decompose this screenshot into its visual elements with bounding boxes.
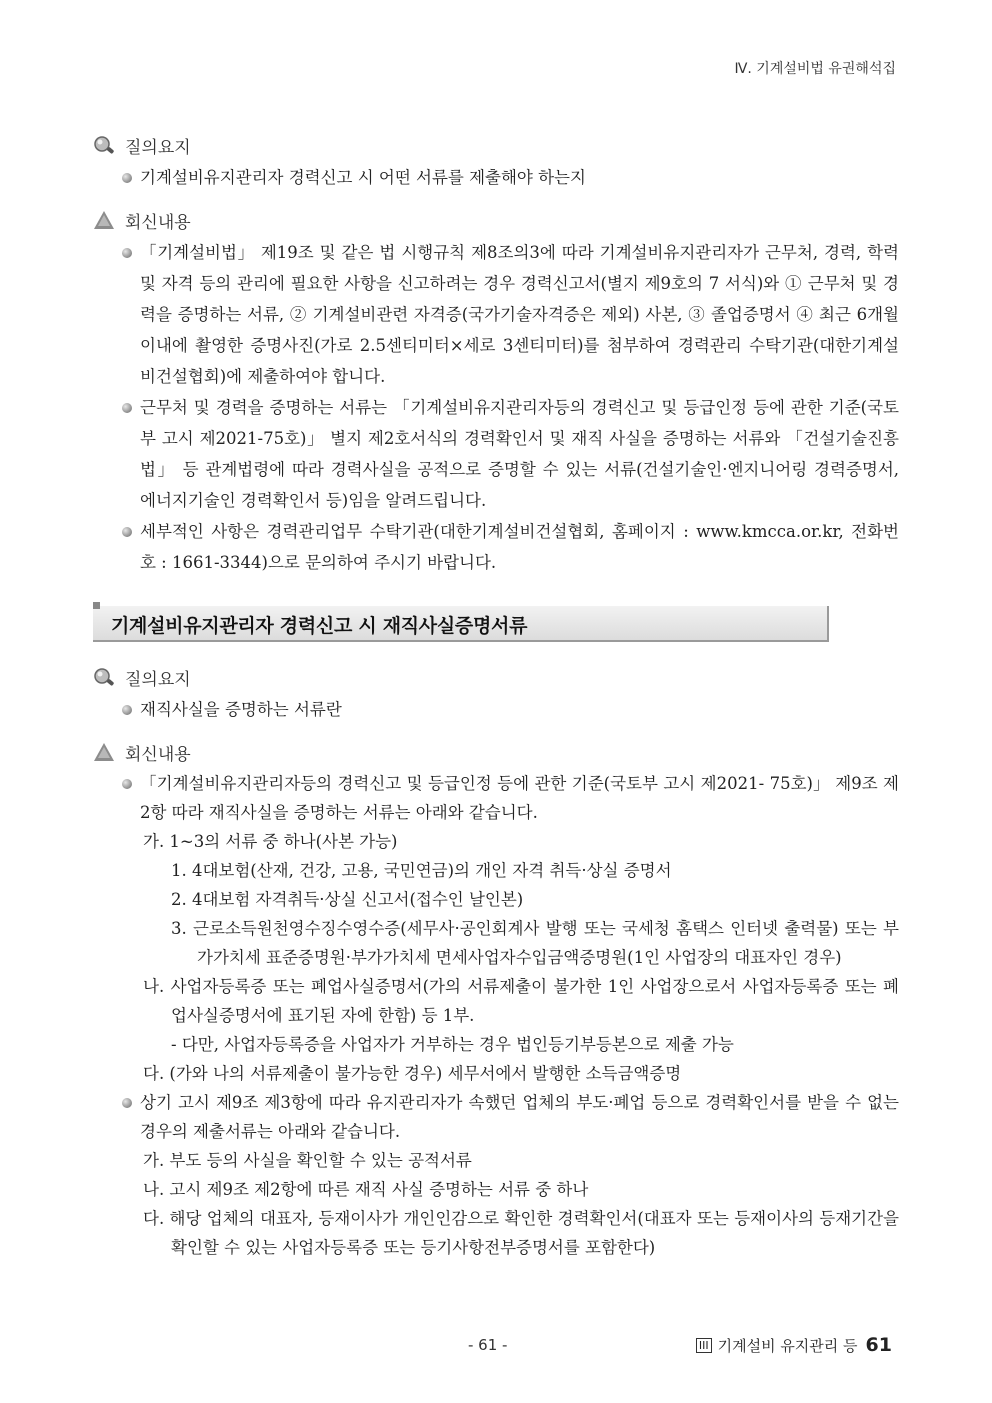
sub-item-da: 다. 해당 업체의 대표자, 등재이사가 개인인감으로 확인한 경력확인서(대표자 또는 등재이사의 등재기간을 확인할 수 있는 사업자등록증 또는 등기사항전부증명서를 포함한다) bbox=[143, 1209, 899, 1257]
bullet-icon bbox=[122, 705, 132, 715]
answer-heading bbox=[93, 735, 899, 769]
sub-item-ga: 가. 1~3의 서류 중 하나(사본 가능) bbox=[143, 832, 398, 851]
answer-item: 「기계설비법」 제19조 및 같은 법 시행규칙 제8조의3에 따라 기계설비유지관리자가 근무처, 경력, 학력 및 자격 등의 관리에 필요한 사항을 신고하려는 경우 경력신고서(별지 제9호의 7 서식)와 ① 근무처 및 경력을 증명하는 서류, ② 기계설비관련 자격증(국가기술자격증은 제외) 사본, ③ 졸업증명서 ④ 최근 6개월 이내에 촬영한 증명사진(가로 2.5센티미터×세로 3센티미터)를 첨부하여 경력관리 수탁기관(대한기계설비건설협회)에 제출하여야 합니다. bbox=[93, 237, 899, 392]
banner-title: 기계설비유지관리자 경력신고 시 재직사실증명서류 bbox=[111, 615, 528, 637]
magnifier-icon bbox=[93, 666, 115, 688]
bullet-icon bbox=[122, 527, 132, 537]
sub-item-ga: 가. 부도 등의 사실을 확인할 수 있는 공적서류 bbox=[143, 1151, 472, 1170]
bullet-icon bbox=[122, 173, 132, 183]
page-content bbox=[93, 128, 899, 1262]
part-badge: III bbox=[696, 1338, 712, 1353]
sub-item-ga-3: 3. 근로소득원천영수징수영수증(세무사·공인회계사 발행 또는 국세청 홈택스 인터넷 출력물) 또는 부가가치세 표준증명원·부가가치세 면세사업자수입금액증명원(1인 사업장의 대표자인 경우) bbox=[171, 919, 899, 967]
bullet-icon bbox=[122, 779, 132, 789]
sub-item-ga-1: 1. 4대보험(산재, 건강, 고용, 국민연금)의 개인 자격 취득·상실 증명서 bbox=[171, 861, 672, 880]
page-number-center: - 61 - bbox=[468, 1336, 508, 1354]
answer-item: 상기 고시 제9조 제3항에 따라 유지관리자가 속했던 업체의 부도·폐업 등으로 경력확인서를 받을 수 없는 경우의 제출서류는 아래와 같습니다. bbox=[93, 1088, 899, 1146]
answer-heading-label: 회신내용 bbox=[125, 744, 191, 765]
sub-item-da: 다. (가와 나의 서류제출이 불가능한 경우) 세무서에서 발행한 소득금액증명 bbox=[143, 1064, 682, 1083]
part-title: 기계설비 유지관리 등 bbox=[717, 1336, 858, 1355]
sub-item-ga-2: 2. 4대보험 자격취득·상실 신고서(접수인 날인본) bbox=[171, 890, 524, 909]
answer-heading bbox=[93, 203, 899, 237]
answer-item: 세부적인 사항은 경력관리업무 수탁기관(대한기계설비건설협회, 홈페이지 : www.kmcca.or.kr, 전화번호 : 1661-3344)으로 문의하여 주시기 바랍니다. bbox=[93, 516, 899, 578]
bullet-icon bbox=[122, 1098, 132, 1108]
bullet-icon bbox=[122, 403, 132, 413]
question-heading-label: 질의요지 bbox=[125, 137, 191, 158]
magnifier-icon bbox=[93, 134, 115, 156]
page-number: 61 bbox=[865, 1334, 892, 1356]
triangle-icon bbox=[93, 741, 115, 763]
sub-item-na: 나. 사업자등록증 또는 폐업사실증명서(가의 서류제출이 불가한 1인 사업장으로서 사업자등록증 또는 폐업사실증명서에 표기된 자에 한함) 등 1부. bbox=[143, 977, 899, 1025]
answer-item: 「기계설비유지관리자등의 경력신고 및 등급인정 등에 관한 기준(국토부 고시 제2021- 75호)」 제9조 제2항 따라 재직사실을 증명하는 서류는 아래와 같습니다. bbox=[93, 769, 899, 827]
sub-item-na-note: - 다만, 사업자등록증을 사업자가 거부하는 경우 법인등기부등본으로 제출 가능 bbox=[171, 1035, 734, 1054]
question-heading-label: 질의요지 bbox=[125, 669, 191, 690]
triangle-icon bbox=[93, 209, 115, 231]
question-item: 재직사실을 증명하는 서류란 bbox=[93, 694, 899, 725]
question-heading bbox=[93, 128, 899, 162]
question-heading bbox=[93, 660, 899, 694]
sub-item-na: 나. 고시 제9조 제2항에 따른 재직 사실 증명하는 서류 중 하나 bbox=[143, 1180, 589, 1199]
answer-heading-label: 회신내용 bbox=[125, 212, 191, 233]
section-banner bbox=[93, 606, 899, 642]
footer-part bbox=[696, 1334, 892, 1356]
question-item: 기계설비유지관리자 경력신고 시 어떤 서류를 제출해야 하는지 bbox=[93, 162, 899, 193]
answer-item: 근무처 및 경력을 증명하는 서류는 「기계설비유지관리자등의 경력신고 및 등급인정 등에 관한 기준(국토부 고시 제2021-75호)」 별지 제2호서식의 경력확인서 및 재직 사실을 증명하는 서류와 「건설기술진흥법」 등 관계법령에 따라 경력사실을 공적으로 증명할 수 있는 서류(건설기술인·엔지니어링 경력증명서, 에너지기술인 경력확인서 등)임을 알려드립니다. bbox=[93, 392, 899, 516]
bullet-icon bbox=[122, 248, 132, 258]
chapter-header: Ⅳ. 기계설비법 유권해석집 bbox=[734, 61, 896, 77]
